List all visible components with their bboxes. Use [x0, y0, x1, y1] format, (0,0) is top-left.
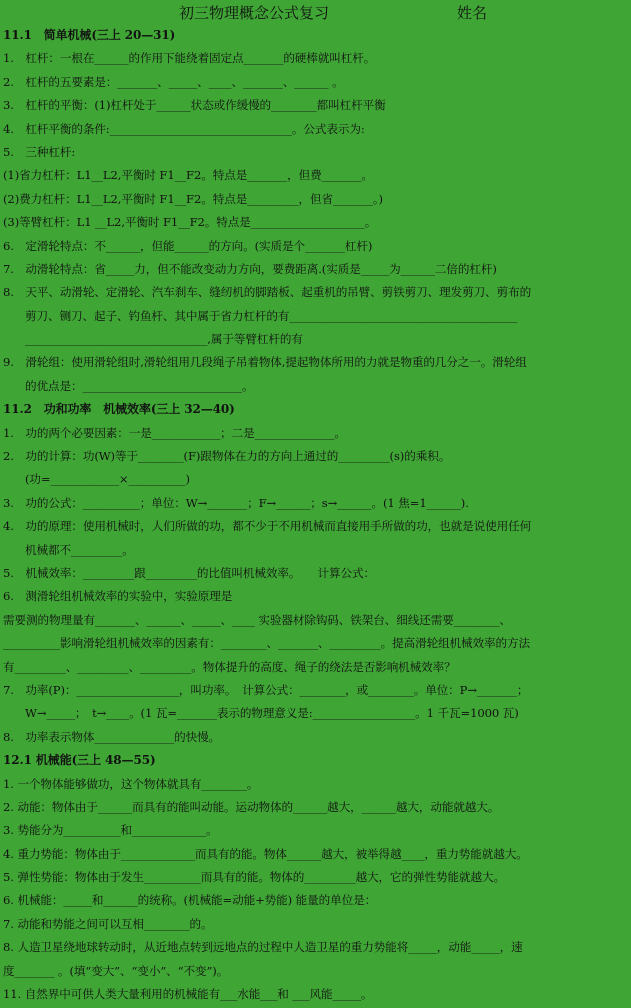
worksheet-line: 6. 定滑轮特点：不______，但能______的方向。(实质是个_______杠杆): [3, 238, 373, 253]
worksheet-line: 1. 功的两个必要因素：一是____________；二是______________。: [3, 425, 346, 440]
section-heading: 11.2 功和功率 机械效率(三上 32—40): [3, 402, 235, 417]
worksheet-line: 机械都不_________。: [25, 542, 134, 557]
worksheet-line: 2. 功的计算：功(W)等于________(F)跟物体在力的方向上通过的_________(s)的乘积。: [3, 449, 451, 464]
worksheet-line: 1. 杠杆：一根在______的作用下能绕着固定点_______的硬棒就叫杠杆。: [3, 51, 376, 66]
worksheet-line: 5. 机械效率：_________跟_________的比值叫机械效率。 计算公式：: [3, 565, 375, 580]
worksheet-line: 有_________、_________、_________。物体提升的高度、绳子的绕法是否影响机械效率？: [3, 659, 456, 674]
worksheet-line: 4. 功的原理：使用机械时，人们所做的功，都不少于不用机械而直接用手所做的功，也就是说使用任何: [3, 519, 532, 534]
worksheet-line: (3)等臂杠杆：L1 __L2,平衡时 F1__F2。特点是____________________。: [3, 215, 377, 230]
worksheet-line: 1. 一个物体能够做功，这个物体就具有________。: [3, 776, 259, 791]
worksheet-line: 需要测的物理量有_______、______、_____、____ 实验器材除钩码、铁架台、细线还需要________、: [3, 612, 511, 627]
title-row: [3, 0, 628, 24]
worksheet-line: 剪刀、铡刀、起子、钓鱼杆、其中属于省力杠杆的有________________________________________: [25, 308, 518, 323]
worksheet-line: 5. 弹性势能：物体由于发生__________而具有的能。物体的_________越大，它的弹性势能就越大。: [3, 870, 505, 885]
worksheet-line: 8. 天平、动滑轮、定滑轮、汽车刹车、缝纫机的脚踏板、起重机的吊臂、剪铁剪刀、理发剪刀、剪布的: [3, 285, 532, 300]
worksheet-line: __________影响滑轮组机械效率的因素有：________、_______、_________。提高滑轮组机械效率的方法: [3, 636, 531, 651]
worksheet-line: 3. 杠杆的平衡：(1)杠杆处于______状态或作缓慢的________都叫杠杆平衡: [3, 98, 386, 113]
worksheet-line: 的优点是：____________________________。: [25, 378, 254, 393]
worksheet-line: 3. 功的公式：__________；单位：W→_______；F→______；s→______。(1 焦=1______).: [3, 495, 469, 510]
worksheet-line: 7. 功率(P)：__________________，叫功率。 计算公式：________，或________。单位：P→_______；: [3, 682, 529, 697]
section-heading: 11.1 简单机械(三上 20—31): [3, 28, 176, 42]
name-label: 姓名: [457, 3, 488, 22]
worksheet-line: (1)省力杠杆：L1__L2,平衡时 F1__F2。特点是_______，但费_______。: [3, 168, 373, 183]
worksheet-line: 11. 自然界中可供人类大量利用的机械能有___水能___和 ___风能_____。: [3, 987, 373, 1002]
worksheet-line: 3. 势能分为__________和_____________。: [3, 823, 218, 838]
worksheet-line: 6. 测滑轮组机械效率的实验中，实验原理是: [3, 589, 233, 604]
worksheet-line: 8. 人造卫星绕地球转动时，从近地点转到远地点的过程中人造卫星的重力势能将_____，动能_____，速: [3, 940, 523, 955]
worksheet-line: 4. 重力势能：物体由于_____________而具有的能。物体______越大，被举得越____，重力势能就越大。: [3, 846, 528, 861]
worksheet-line: 2. 杠杆的五要素是：_______、_____、____、_______、______ 。: [3, 74, 344, 89]
worksheet-line: (功=____________×__________): [25, 472, 190, 487]
worksheet-line: 6. 机械能：_____和______的统称。(机械能=动能+势能) 能量的单位是：: [3, 893, 377, 908]
worksheet-line: (2)费力杠杆：L1__L2,平衡时 F1__F2。特点是_________，但省_______。): [3, 191, 383, 206]
worksheet-line: ________________________________,属于等臂杠杆的有: [25, 332, 303, 347]
worksheet-line: W→_____； t→____。(1 瓦=_______表示的物理意义是:__________________。1 千瓦=1000 瓦): [25, 706, 519, 721]
worksheet-line: 4. 杠杆平衡的条件:________________________________。公式表示为:: [3, 121, 365, 136]
worksheet-line: 9. 滑轮组：使用滑轮组时,滑轮组用几段绳子吊着物体,提起物体所用的力就是物重的几分之一。滑轮组: [3, 355, 527, 370]
section-heading: 12.1 机械能(三上 48—55): [3, 753, 156, 768]
worksheet-line: 2. 动能：物体由于______而具有的能叫动能。运动物体的______越大，______越大，动能就越大。: [3, 799, 500, 814]
worksheet-line: 7. 动滑轮特点：省_____力，但不能改变动力方向，要费距离.(实质是_____为______二倍的杠杆): [3, 261, 497, 276]
worksheet-line: 7. 动能和势能之间可以互相________的。: [3, 916, 213, 931]
page-title: 初三物理概念公式复习: [179, 3, 330, 22]
worksheet-line: 度_______ 。(填“变大”、“变小”、“不变”)。: [3, 963, 229, 978]
worksheet-line: 5. 三种杠杆:: [3, 144, 76, 159]
worksheet-line: 8. 功率表示物体______________的快慢。: [3, 729, 221, 744]
worksheet-body: [3, 24, 628, 1006]
